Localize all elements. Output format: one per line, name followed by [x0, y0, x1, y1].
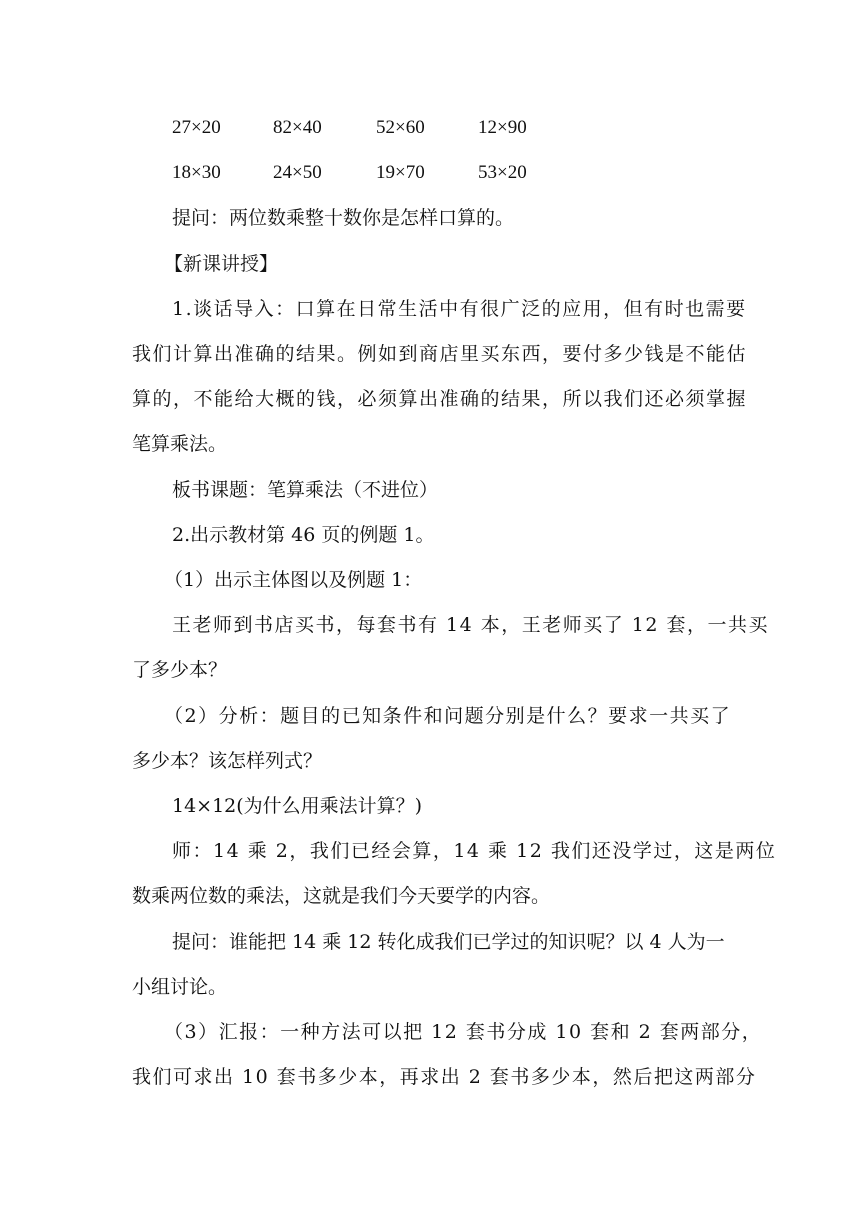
paragraph-line: 算的，不能给大概的钱，必须算出准确的结果，所以我们还必须掌握	[132, 388, 748, 410]
paragraph-line: 2.出示教材第 46 页的例题 1。	[172, 524, 435, 546]
paragraph-line: （2）分析：题目的已知条件和问题分别是什么？要求一共买了	[164, 705, 732, 727]
paragraph-line: （3）汇报：一种方法可以把 12 套书分成 10 套和 2 套两部分，	[164, 1021, 763, 1043]
section-heading-new-lesson: 【新课讲授】	[164, 253, 279, 275]
paragraph-line: 多少本？该怎样列式？	[132, 750, 323, 772]
expression-line: 14×12(为什么用乘法计算？)	[172, 795, 423, 817]
oral-calc-item: 18×30	[172, 162, 221, 183]
paragraph-line: 小组讨论。	[132, 976, 228, 998]
paragraph-line: （1）出示主体图以及例题 1：	[164, 569, 423, 591]
question-oral-method: 提问：两位数乘整十数你是怎样口算的。	[172, 207, 515, 229]
word-problem-line: 王老师到书店买书，每套书有 14 本，王老师买了 12 套，一共买	[172, 614, 770, 636]
word-problem-line: 了多少本？	[132, 659, 228, 681]
paragraph-line: 1.谈话导入：口算在日常生活中有很广泛的应用，但有时也需要	[172, 298, 747, 320]
oral-calc-item: 19×70	[376, 162, 425, 183]
oral-calc-item: 24×50	[273, 162, 322, 183]
oral-calc-item: 12×90	[478, 117, 527, 138]
oral-calc-item: 53×20	[478, 162, 527, 183]
paragraph-line: 师：14 乘 2，我们已经会算，14 乘 12 我们还没学过，这是两位	[172, 840, 777, 862]
paragraph-line: 我们计算出准确的结果。例如到商店里买东西，要付多少钱是不能估	[132, 343, 748, 365]
oral-calc-item: 27×20	[172, 117, 221, 138]
paragraph-line: 提问：谁能把 14 乘 12 转化成我们已学过的知识呢？以 4 人为一	[172, 931, 725, 953]
paragraph-line: 数乘两位数的乘法，这就是我们今天要学的内容。	[132, 885, 551, 907]
oral-calc-item: 82×40	[273, 117, 322, 138]
oral-calc-item: 52×60	[376, 117, 425, 138]
lesson-title-line: 板书课题：笔算乘法（不进位）	[172, 479, 439, 501]
paragraph-line: 笔算乘法。	[132, 433, 228, 455]
paragraph-line: 我们可求出 10 套书多少本，再求出 2 套书多少本，然后把这两部分	[132, 1066, 757, 1088]
